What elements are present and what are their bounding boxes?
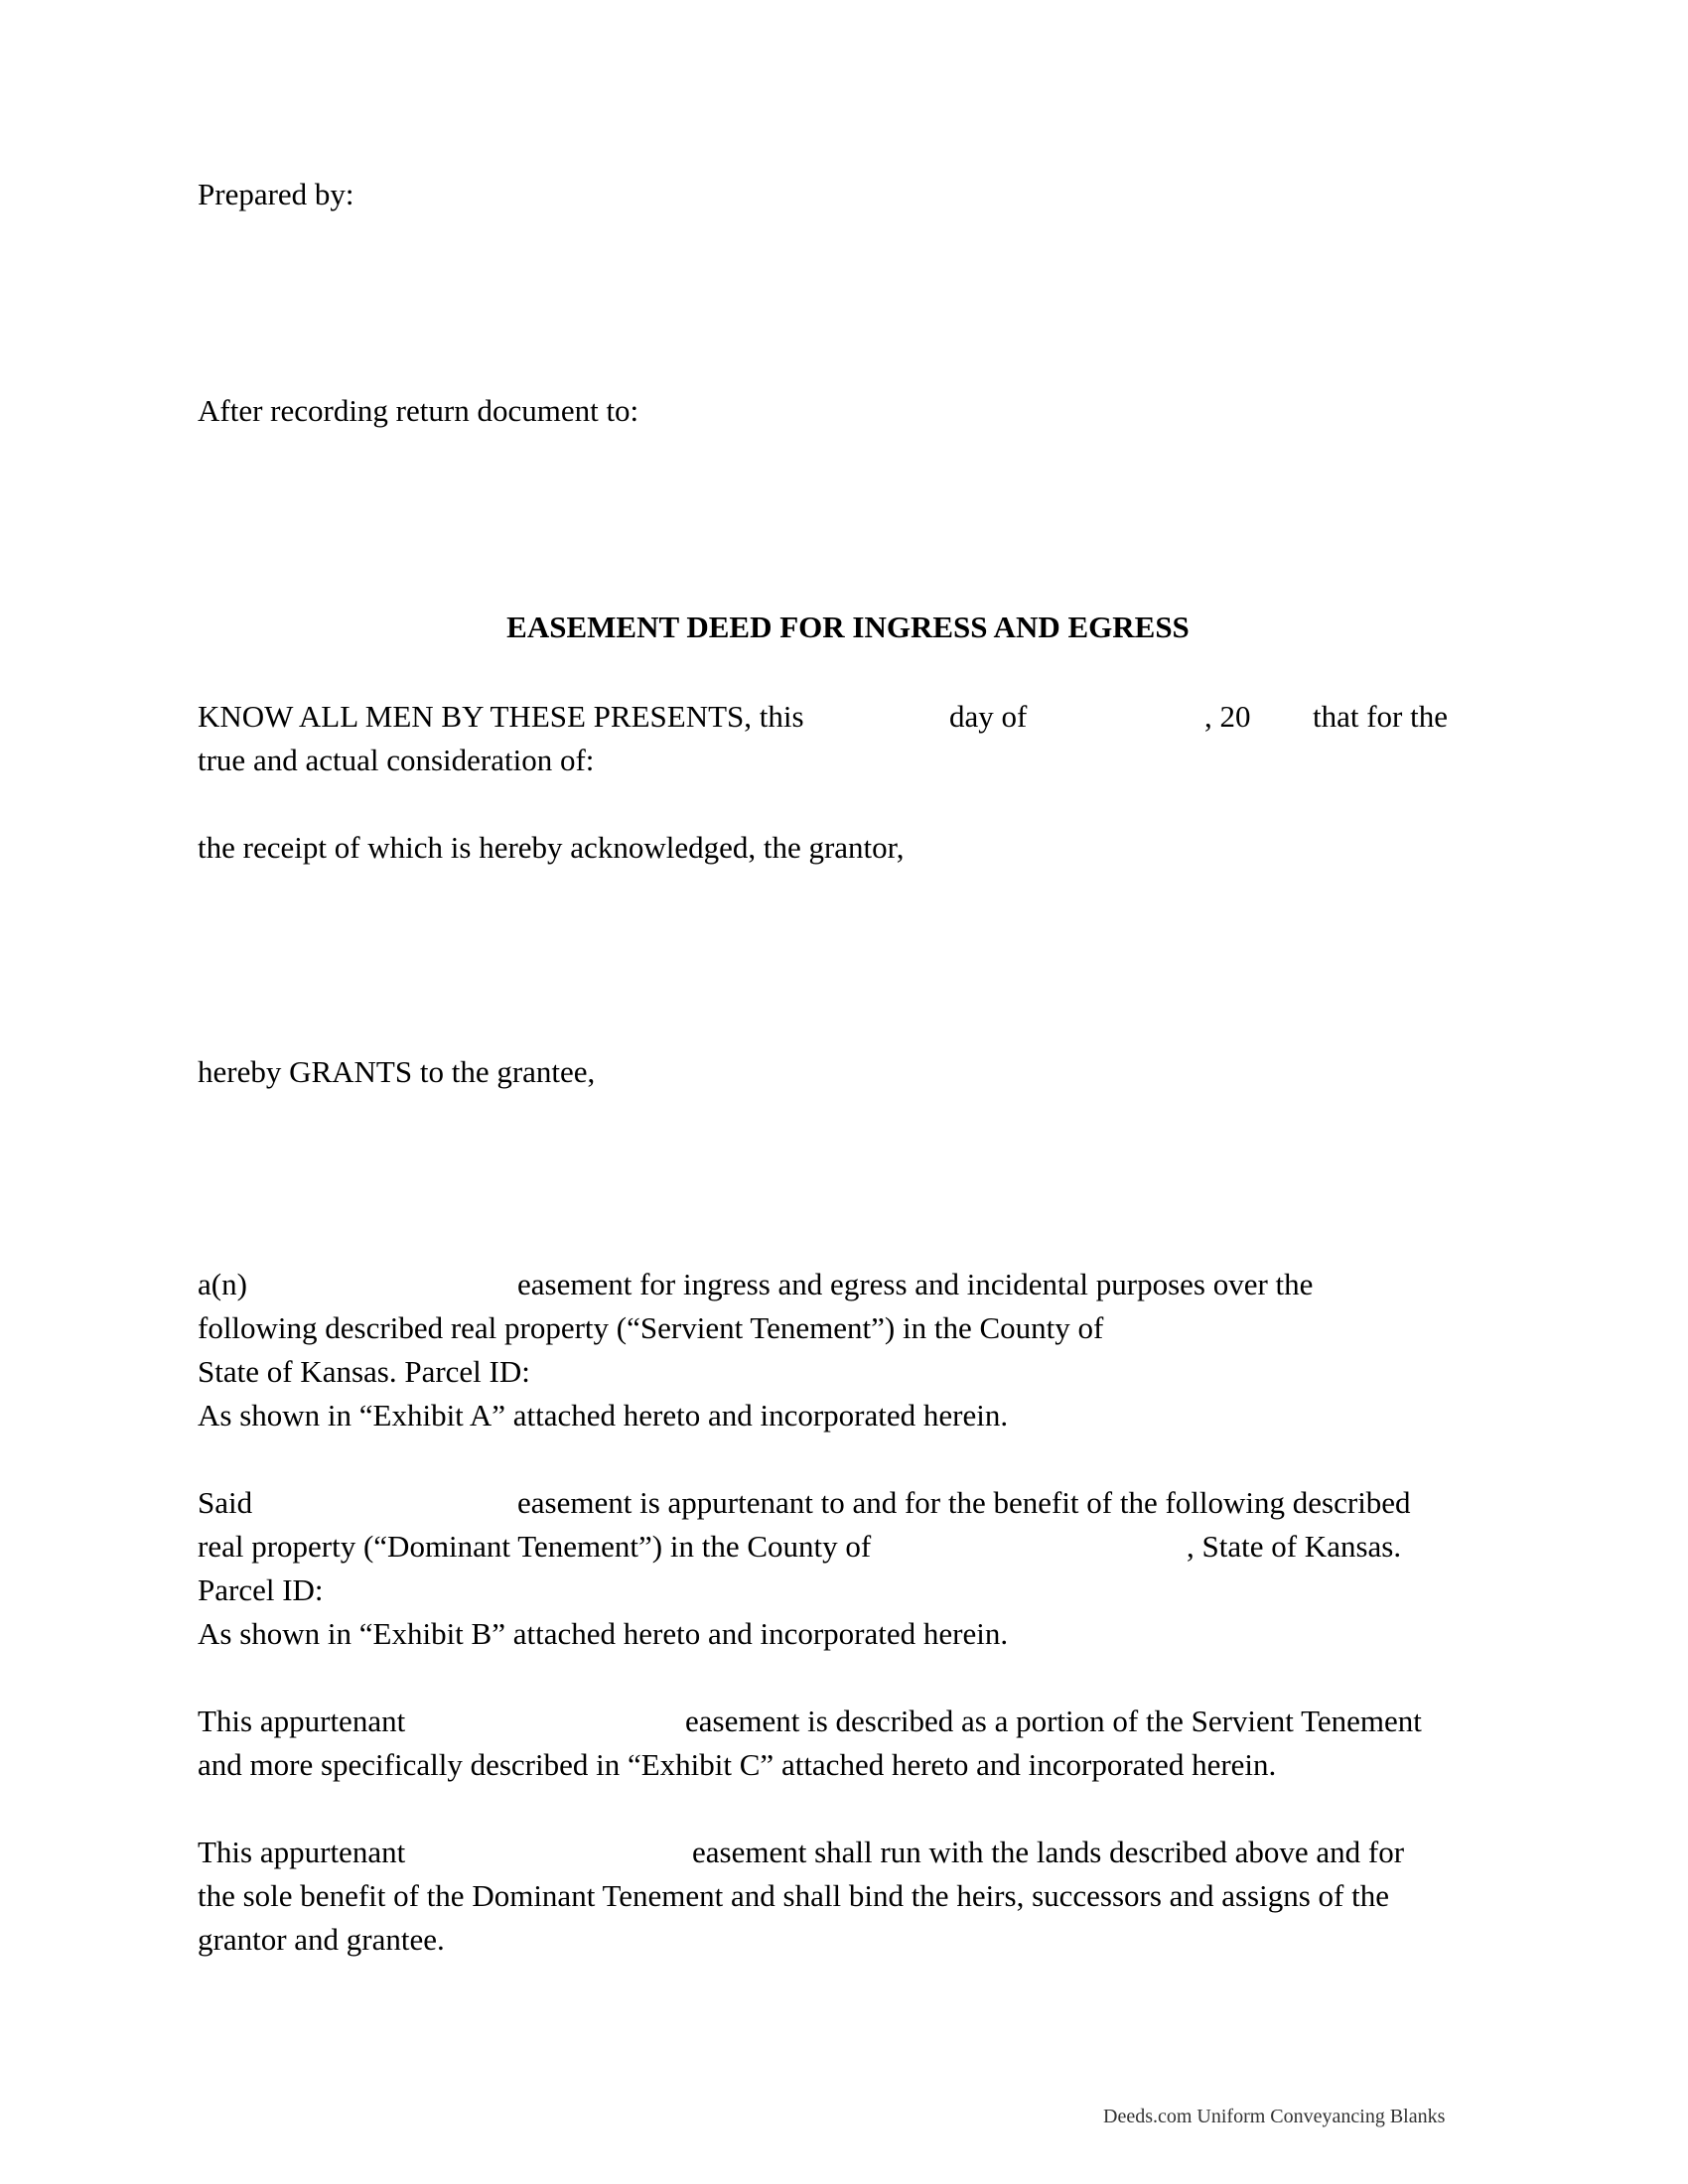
para2-line2a: real property (“Dominant Tenement”) in the County of [198, 1529, 872, 1564]
para1-line4: As shown in “Exhibit A” attached hereto and incorporated herein. [198, 1398, 1009, 1433]
opening-day-of: day of [949, 699, 1028, 734]
prepared-by-label: Prepared by: [198, 177, 354, 211]
para4-line3: grantor and grantee. [198, 1922, 445, 1957]
footer-text: Deeds.com Uniform Conveyancing Blanks [1103, 2106, 1446, 2127]
document-title: EASEMENT DEED FOR INGRESS AND EGRESS [506, 610, 1190, 644]
para2-line4: As shown in “Exhibit B” attached hereto and incorporated herein. [198, 1616, 1009, 1651]
para3-line1: easement is described as a portion of the Servient Tenement [685, 1704, 1422, 1738]
opening-year: , 20 [1204, 699, 1251, 734]
para3-line2: and more specifically described in “Exhibit C” attached hereto and incorporated herein. [198, 1747, 1277, 1782]
para3-lead: This appurtenant [198, 1704, 406, 1738]
para4-lead: This appurtenant [198, 1835, 406, 1869]
grants-text: hereby GRANTS to the grantee, [198, 1054, 596, 1089]
para4-line2: the sole benefit of the Dominant Tenement and shall bind the heirs, successors and assigns of the [198, 1878, 1389, 1913]
para1-line2: following described real property (“Servient Tenement”) in the County of [198, 1310, 1104, 1345]
para2-line3: Parcel ID: [198, 1572, 324, 1607]
para1-line1: easement for ingress and egress and incidental purposes over the [517, 1267, 1314, 1301]
para4-line1: easement shall run with the lands described above and for [692, 1835, 1405, 1869]
para2-line2b: , State of Kansas. [1187, 1529, 1402, 1564]
return-to-label: After recording return document to: [198, 393, 639, 428]
opening-know-all: KNOW ALL MEN BY THESE PRESENTS, this [198, 699, 804, 734]
para2-line1: easement is appurtenant to and for the benefit of the following described [517, 1485, 1411, 1520]
receipt-text: the receipt of which is hereby acknowledged, the grantor, [198, 830, 905, 865]
opening-that-for: that for the [1313, 699, 1449, 734]
para1-line3: State of Kansas. Parcel ID: [198, 1354, 530, 1389]
para1-an: a(n) [198, 1267, 247, 1301]
opening-consideration: true and actual consideration of: [198, 743, 595, 777]
para2-said: Said [198, 1485, 253, 1520]
